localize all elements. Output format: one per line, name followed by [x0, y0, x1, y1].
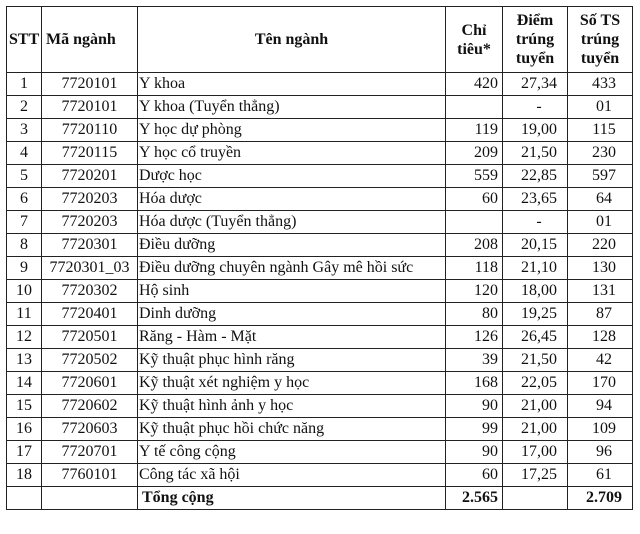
table-row	[7, 188, 633, 211]
row-stt: 17	[7, 441, 42, 464]
row-stt: 3	[7, 119, 42, 142]
row-stt: 10	[7, 280, 42, 303]
row-score: 20,15	[503, 234, 568, 257]
row-admitted: 01	[568, 96, 633, 119]
row-code: 7720115	[42, 142, 138, 165]
header-score	[503, 7, 568, 73]
row-name: Điều dưỡng	[138, 234, 446, 257]
row-name: Điều dưỡng chuyên ngành Gây mê hồi sức	[138, 257, 446, 280]
row-score: 21,00	[503, 418, 568, 441]
row-quota: 39	[446, 349, 503, 372]
row-admitted: 170	[568, 372, 633, 395]
row-code: 7720101	[42, 96, 138, 119]
row-name: Y khoa	[138, 73, 446, 96]
table-row	[7, 234, 633, 257]
row-quota: 559	[446, 165, 503, 188]
row-score: 22,05	[503, 372, 568, 395]
row-score: 21,10	[503, 257, 568, 280]
row-score: 26,45	[503, 326, 568, 349]
total-code-cell	[42, 487, 138, 510]
table-row	[7, 418, 633, 441]
row-code: 7720302	[42, 280, 138, 303]
table-row	[7, 257, 633, 280]
header-stt: STT	[7, 7, 42, 73]
row-name: Y khoa (Tuyển thẳng)	[138, 96, 446, 119]
row-stt: 16	[7, 418, 42, 441]
row-score: 21,00	[503, 395, 568, 418]
header-quota-line2: tiêu*	[457, 40, 491, 58]
row-quota	[446, 211, 503, 234]
header-score-line3: tuyển	[515, 50, 555, 67]
row-admitted: 131	[568, 280, 633, 303]
total-stt-cell	[7, 487, 42, 510]
row-code: 7720602	[42, 395, 138, 418]
row-quota: 209	[446, 142, 503, 165]
row-quota: 126	[446, 326, 503, 349]
row-name: Công tác xã hội	[138, 464, 446, 487]
row-admitted: 94	[568, 395, 633, 418]
row-score: -	[503, 211, 568, 234]
row-quota: 60	[446, 464, 503, 487]
row-stt: 18	[7, 464, 42, 487]
table-row	[7, 303, 633, 326]
table-row	[7, 326, 633, 349]
row-score: 21,50	[503, 349, 568, 372]
row-admitted: 130	[568, 257, 633, 280]
table-row	[7, 96, 633, 119]
row-code: 7720501	[42, 326, 138, 349]
row-code: 7720203	[42, 211, 138, 234]
table-body	[7, 73, 633, 487]
row-stt: 9	[7, 257, 42, 280]
header-score-line1: Điểm	[516, 12, 554, 29]
row-score: 17,25	[503, 464, 568, 487]
row-name: Kỹ thuật xét nghiệm y học	[138, 372, 446, 395]
row-quota: 99	[446, 418, 503, 441]
row-admitted: 64	[568, 188, 633, 211]
row-stt: 14	[7, 372, 42, 395]
row-admitted: 597	[568, 165, 633, 188]
row-stt: 7	[7, 211, 42, 234]
header-quota-line1: Chỉ	[461, 21, 487, 39]
row-stt: 5	[7, 165, 42, 188]
row-quota: 420	[446, 73, 503, 96]
row-stt: 2	[7, 96, 42, 119]
row-name: Y tế công cộng	[138, 441, 446, 464]
header-quota	[446, 7, 503, 73]
total-row	[7, 487, 633, 510]
total-score-cell	[503, 487, 568, 510]
table-row	[7, 349, 633, 372]
row-admitted: 220	[568, 234, 633, 257]
row-code: 7720203	[42, 188, 138, 211]
header-code: Mã ngành	[42, 7, 138, 73]
row-stt: 4	[7, 142, 42, 165]
row-name: Dược học	[138, 165, 446, 188]
row-code: 7720603	[42, 418, 138, 441]
header-admitted-line3: tuyển	[580, 50, 620, 67]
row-score: 18,00	[503, 280, 568, 303]
row-code: 7760101	[42, 464, 138, 487]
row-stt: 1	[7, 73, 42, 96]
total-label: Tổng cộng	[138, 487, 446, 510]
row-admitted: 01	[568, 211, 633, 234]
table-row	[7, 142, 633, 165]
table-row	[7, 280, 633, 303]
row-stt: 6	[7, 188, 42, 211]
row-name: Y học cổ truyền	[138, 142, 446, 165]
row-name: Dinh dưỡng	[138, 303, 446, 326]
total-quota: 2.565	[446, 487, 503, 510]
row-admitted: 128	[568, 326, 633, 349]
header-admitted	[568, 7, 633, 73]
row-code: 7720502	[42, 349, 138, 372]
row-name: Hóa dược (Tuyển thẳng)	[138, 211, 446, 234]
row-admitted: 230	[568, 142, 633, 165]
row-code: 7720701	[42, 441, 138, 464]
row-admitted: 61	[568, 464, 633, 487]
row-admitted: 42	[568, 349, 633, 372]
row-quota: 119	[446, 119, 503, 142]
row-code: 7720101	[42, 73, 138, 96]
admission-results-document	[6, 6, 633, 510]
row-name: Hộ sinh	[138, 280, 446, 303]
table-row	[7, 165, 633, 188]
total-admitted: 2.709	[568, 487, 633, 510]
header-admitted-line2: trúng	[580, 31, 620, 48]
row-score: 19,00	[503, 119, 568, 142]
header-score-line2: trúng	[515, 31, 555, 48]
row-admitted: 96	[568, 441, 633, 464]
row-quota	[446, 96, 503, 119]
table-footer	[7, 487, 633, 510]
table-row	[7, 73, 633, 96]
row-score: -	[503, 96, 568, 119]
table-row	[7, 441, 633, 464]
header-name: Tên ngành	[138, 7, 446, 73]
table-row	[7, 211, 633, 234]
header-admitted-line1: Số TS	[579, 12, 621, 29]
row-quota: 118	[446, 257, 503, 280]
row-name: Kỹ thuật hình ảnh y học	[138, 395, 446, 418]
row-name: Răng - Hàm - Mặt	[138, 326, 446, 349]
row-code: 7720110	[42, 119, 138, 142]
row-name: Kỹ thuật phục hồi chức năng	[138, 418, 446, 441]
row-stt: 8	[7, 234, 42, 257]
row-quota: 90	[446, 395, 503, 418]
table-row	[7, 119, 633, 142]
header-row	[7, 7, 633, 73]
row-score: 23,65	[503, 188, 568, 211]
row-code: 7720301_03	[42, 257, 138, 280]
row-stt: 12	[7, 326, 42, 349]
admission-results-table	[6, 6, 633, 510]
row-stt: 13	[7, 349, 42, 372]
table-row	[7, 395, 633, 418]
row-admitted: 87	[568, 303, 633, 326]
row-score: 27,34	[503, 73, 568, 96]
row-name: Kỹ thuật phục hình răng	[138, 349, 446, 372]
row-score: 17,00	[503, 441, 568, 464]
row-quota: 120	[446, 280, 503, 303]
row-admitted: 109	[568, 418, 633, 441]
row-stt: 11	[7, 303, 42, 326]
table-row	[7, 464, 633, 487]
row-score: 22,85	[503, 165, 568, 188]
row-stt: 15	[7, 395, 42, 418]
row-code: 7720601	[42, 372, 138, 395]
row-name: Hóa dược	[138, 188, 446, 211]
table-header	[7, 7, 633, 73]
row-code: 7720301	[42, 234, 138, 257]
row-score: 19,25	[503, 303, 568, 326]
row-quota: 208	[446, 234, 503, 257]
row-code: 7720201	[42, 165, 138, 188]
row-quota: 60	[446, 188, 503, 211]
row-score: 21,50	[503, 142, 568, 165]
row-quota: 168	[446, 372, 503, 395]
row-name: Y học dự phòng	[138, 119, 446, 142]
row-code: 7720401	[42, 303, 138, 326]
row-quota: 80	[446, 303, 503, 326]
row-admitted: 115	[568, 119, 633, 142]
row-admitted: 433	[568, 73, 633, 96]
row-quota: 90	[446, 441, 503, 464]
table-row	[7, 372, 633, 395]
